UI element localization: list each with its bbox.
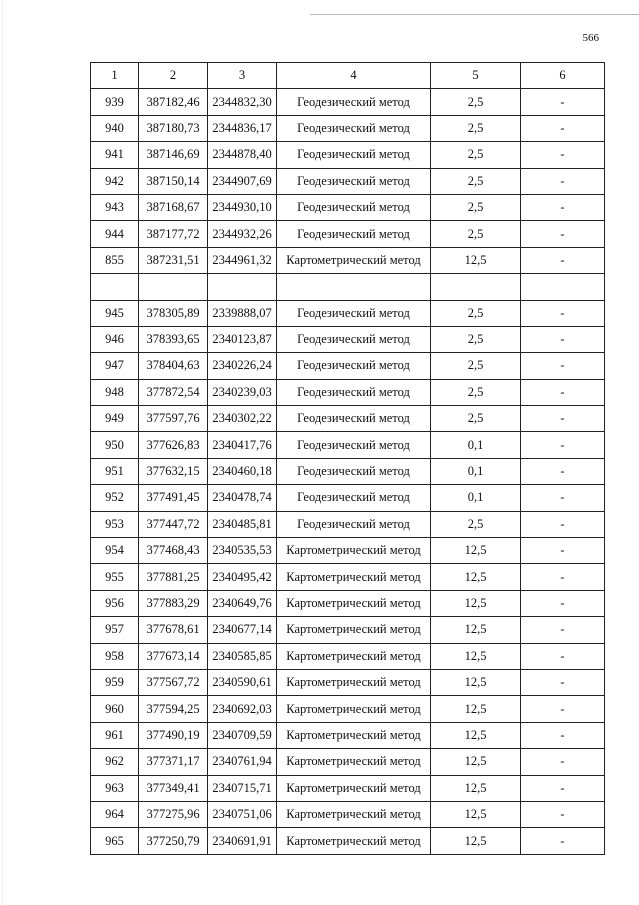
header-cell-6: 6	[521, 63, 605, 89]
point-number-cell: 951	[91, 458, 139, 484]
x-coordinate-cell: 377567,72	[139, 669, 208, 695]
method-cell: Картометрический метод	[277, 669, 431, 695]
x-coordinate-cell: 377872,54	[139, 379, 208, 405]
accuracy-cell: 12,5	[431, 669, 521, 695]
description-cell: -	[521, 749, 605, 775]
table-row	[91, 353, 605, 379]
y-coordinate-cell: 2340692,03	[208, 696, 277, 722]
table-row	[91, 801, 605, 827]
y-coordinate-cell: 2340226,24	[208, 353, 277, 379]
y-coordinate-cell: 2340761,94	[208, 749, 277, 775]
accuracy-cell: 2,5	[431, 142, 521, 168]
header-cell-1: 1	[91, 63, 139, 89]
point-number-cell: 947	[91, 353, 139, 379]
y-coordinate-cell: 2340460,18	[208, 458, 277, 484]
table-row	[91, 142, 605, 168]
x-coordinate-cell: 387150,14	[139, 168, 208, 194]
x-coordinate-cell: 377632,15	[139, 458, 208, 484]
description-cell: -	[521, 511, 605, 537]
table-row	[91, 590, 605, 616]
x-coordinate-cell: 377447,72	[139, 511, 208, 537]
description-cell: -	[521, 669, 605, 695]
description-cell: -	[521, 406, 605, 432]
table-row	[91, 538, 605, 564]
coordinates-table	[90, 62, 605, 855]
accuracy-cell: 12,5	[431, 538, 521, 564]
y-coordinate-cell: 2340709,59	[208, 722, 277, 748]
method-cell	[277, 274, 431, 300]
description-cell: -	[521, 538, 605, 564]
page-number: 566	[582, 32, 599, 44]
accuracy-cell: 2,5	[431, 89, 521, 115]
table-row	[91, 669, 605, 695]
description-cell: -	[521, 564, 605, 590]
description-cell: -	[521, 379, 605, 405]
y-coordinate-cell: 2339888,07	[208, 300, 277, 326]
point-number-cell: 948	[91, 379, 139, 405]
table-row	[91, 300, 605, 326]
y-coordinate-cell: 2340123,87	[208, 326, 277, 352]
table-row	[91, 775, 605, 801]
method-cell: Геодезический метод	[277, 194, 431, 220]
x-coordinate-cell: 377491,45	[139, 485, 208, 511]
x-coordinate-cell: 387231,51	[139, 247, 208, 273]
x-coordinate-cell: 377883,29	[139, 590, 208, 616]
accuracy-cell: 12,5	[431, 722, 521, 748]
y-coordinate-cell: 2340590,61	[208, 669, 277, 695]
y-coordinate-cell: 2344930,10	[208, 194, 277, 220]
point-number-cell: 959	[91, 669, 139, 695]
accuracy-cell	[431, 274, 521, 300]
accuracy-cell: 12,5	[431, 247, 521, 273]
description-cell: -	[521, 617, 605, 643]
table-row	[91, 221, 605, 247]
table-row	[91, 379, 605, 405]
table-row	[91, 722, 605, 748]
description-cell: -	[521, 353, 605, 379]
method-cell: Картометрический метод	[277, 617, 431, 643]
description-cell: -	[521, 432, 605, 458]
table-row	[91, 696, 605, 722]
method-cell: Геодезический метод	[277, 406, 431, 432]
method-cell: Геодезический метод	[277, 168, 431, 194]
y-coordinate-cell: 2344961,32	[208, 247, 277, 273]
y-coordinate-cell: 2340302,22	[208, 406, 277, 432]
point-number-cell: 942	[91, 168, 139, 194]
method-cell: Геодезический метод	[277, 485, 431, 511]
point-number-cell: 953	[91, 511, 139, 537]
method-cell: Геодезический метод	[277, 511, 431, 537]
point-number-cell: 949	[91, 406, 139, 432]
accuracy-cell: 12,5	[431, 828, 521, 854]
accuracy-cell: 2,5	[431, 511, 521, 537]
description-cell: -	[521, 142, 605, 168]
accuracy-cell: 0,1	[431, 458, 521, 484]
point-number-cell: 946	[91, 326, 139, 352]
header-cell-5: 5	[431, 63, 521, 89]
method-cell: Картометрический метод	[277, 801, 431, 827]
method-cell: Картометрический метод	[277, 538, 431, 564]
method-cell: Геодезический метод	[277, 221, 431, 247]
y-coordinate-cell: 2344832,30	[208, 89, 277, 115]
x-coordinate-cell: 377275,96	[139, 801, 208, 827]
table-row	[91, 194, 605, 220]
point-number-cell: 952	[91, 485, 139, 511]
accuracy-cell: 12,5	[431, 564, 521, 590]
y-coordinate-cell: 2340677,14	[208, 617, 277, 643]
x-coordinate-cell: 377881,25	[139, 564, 208, 590]
description-cell: -	[521, 194, 605, 220]
method-cell: Картометрический метод	[277, 722, 431, 748]
point-number-cell: 944	[91, 221, 139, 247]
scan-edge	[2, 0, 3, 905]
point-number-cell: 950	[91, 432, 139, 458]
table-row	[91, 458, 605, 484]
y-coordinate-cell: 2340649,76	[208, 590, 277, 616]
y-coordinate-cell: 2340585,85	[208, 643, 277, 669]
method-cell: Геодезический метод	[277, 300, 431, 326]
point-number-cell: 955	[91, 564, 139, 590]
point-number-cell: 960	[91, 696, 139, 722]
y-coordinate-cell	[208, 274, 277, 300]
y-coordinate-cell: 2340239,03	[208, 379, 277, 405]
description-cell: -	[521, 89, 605, 115]
description-cell: -	[521, 801, 605, 827]
description-cell: -	[521, 300, 605, 326]
header-cell-2: 2	[139, 63, 208, 89]
table-row	[91, 115, 605, 141]
y-coordinate-cell: 2340417,76	[208, 432, 277, 458]
description-cell: -	[521, 590, 605, 616]
accuracy-cell: 12,5	[431, 775, 521, 801]
method-cell: Геодезический метод	[277, 142, 431, 168]
x-coordinate-cell: 378404,63	[139, 353, 208, 379]
description-cell: -	[521, 485, 605, 511]
y-coordinate-cell: 2340485,81	[208, 511, 277, 537]
description-cell	[521, 274, 605, 300]
point-number-cell: 961	[91, 722, 139, 748]
header-cell-4: 4	[277, 63, 431, 89]
y-coordinate-cell: 2340478,74	[208, 485, 277, 511]
method-cell: Картометрический метод	[277, 775, 431, 801]
accuracy-cell: 12,5	[431, 749, 521, 775]
x-coordinate-cell: 377349,41	[139, 775, 208, 801]
method-cell: Картометрический метод	[277, 643, 431, 669]
y-coordinate-cell: 2344836,17	[208, 115, 277, 141]
point-number-cell: 943	[91, 194, 139, 220]
x-coordinate-cell: 387180,73	[139, 115, 208, 141]
method-cell: Геодезический метод	[277, 432, 431, 458]
accuracy-cell: 2,5	[431, 168, 521, 194]
table-row	[91, 511, 605, 537]
table-row	[91, 643, 605, 669]
method-cell: Картометрический метод	[277, 828, 431, 854]
method-cell: Картометрический метод	[277, 590, 431, 616]
x-coordinate-cell: 377597,76	[139, 406, 208, 432]
description-cell: -	[521, 458, 605, 484]
point-number-cell: 954	[91, 538, 139, 564]
description-cell: -	[521, 221, 605, 247]
x-coordinate-cell: 377678,61	[139, 617, 208, 643]
x-coordinate-cell: 377594,25	[139, 696, 208, 722]
accuracy-cell: 2,5	[431, 194, 521, 220]
x-coordinate-cell: 377490,19	[139, 722, 208, 748]
y-coordinate-cell: 2344932,26	[208, 221, 277, 247]
table-row	[91, 749, 605, 775]
point-number-cell: 940	[91, 115, 139, 141]
accuracy-cell: 0,1	[431, 432, 521, 458]
y-coordinate-cell: 2340691,91	[208, 828, 277, 854]
y-coordinate-cell: 2344907,69	[208, 168, 277, 194]
y-coordinate-cell: 2340535,53	[208, 538, 277, 564]
accuracy-cell: 2,5	[431, 221, 521, 247]
accuracy-cell: 2,5	[431, 406, 521, 432]
x-coordinate-cell: 378393,65	[139, 326, 208, 352]
description-cell: -	[521, 643, 605, 669]
method-cell: Геодезический метод	[277, 458, 431, 484]
method-cell: Геодезический метод	[277, 89, 431, 115]
accuracy-cell: 0,1	[431, 485, 521, 511]
table-row	[91, 168, 605, 194]
point-number-cell: 965	[91, 828, 139, 854]
accuracy-cell: 2,5	[431, 300, 521, 326]
y-coordinate-cell: 2340715,71	[208, 775, 277, 801]
method-cell: Картометрический метод	[277, 564, 431, 590]
point-number-cell: 958	[91, 643, 139, 669]
table-row	[91, 828, 605, 854]
point-number-cell: 941	[91, 142, 139, 168]
x-coordinate-cell: 377626,83	[139, 432, 208, 458]
x-coordinate-cell: 387182,46	[139, 89, 208, 115]
accuracy-cell: 2,5	[431, 115, 521, 141]
description-cell: -	[521, 168, 605, 194]
x-coordinate-cell: 377371,17	[139, 749, 208, 775]
table-body	[91, 89, 605, 854]
accuracy-cell: 12,5	[431, 801, 521, 827]
x-coordinate-cell: 377250,79	[139, 828, 208, 854]
x-coordinate-cell	[139, 274, 208, 300]
point-number-cell: 957	[91, 617, 139, 643]
x-coordinate-cell: 378305,89	[139, 300, 208, 326]
accuracy-cell: 2,5	[431, 353, 521, 379]
description-cell: -	[521, 696, 605, 722]
x-coordinate-cell: 377673,14	[139, 643, 208, 669]
table-row	[91, 564, 605, 590]
point-number-cell: 939	[91, 89, 139, 115]
x-coordinate-cell: 387146,69	[139, 142, 208, 168]
accuracy-cell: 12,5	[431, 617, 521, 643]
method-cell: Геодезический метод	[277, 326, 431, 352]
accuracy-cell: 12,5	[431, 590, 521, 616]
description-cell: -	[521, 722, 605, 748]
description-cell: -	[521, 828, 605, 854]
point-number-cell: 945	[91, 300, 139, 326]
table-row	[91, 89, 605, 115]
method-cell: Геодезический метод	[277, 115, 431, 141]
description-cell: -	[521, 115, 605, 141]
accuracy-cell: 12,5	[431, 696, 521, 722]
accuracy-cell: 2,5	[431, 379, 521, 405]
method-cell: Картометрический метод	[277, 696, 431, 722]
header-cell-3: 3	[208, 63, 277, 89]
method-cell: Картометрический метод	[277, 247, 431, 273]
table-row	[91, 617, 605, 643]
point-number-cell: 964	[91, 801, 139, 827]
table-row	[91, 485, 605, 511]
method-cell: Картометрический метод	[277, 749, 431, 775]
accuracy-cell: 12,5	[431, 643, 521, 669]
table-row	[91, 326, 605, 352]
accuracy-cell: 2,5	[431, 326, 521, 352]
description-cell: -	[521, 247, 605, 273]
table-row	[91, 406, 605, 432]
description-cell: -	[521, 775, 605, 801]
point-number-cell	[91, 274, 139, 300]
y-coordinate-cell: 2344878,40	[208, 142, 277, 168]
point-number-cell: 962	[91, 749, 139, 775]
x-coordinate-cell: 387168,67	[139, 194, 208, 220]
x-coordinate-cell: 387177,72	[139, 221, 208, 247]
x-coordinate-cell: 377468,43	[139, 538, 208, 564]
y-coordinate-cell: 2340751,06	[208, 801, 277, 827]
top-rule	[310, 0, 639, 15]
method-cell: Геодезический метод	[277, 379, 431, 405]
point-number-cell: 963	[91, 775, 139, 801]
y-coordinate-cell: 2340495,42	[208, 564, 277, 590]
table-header-row	[91, 63, 605, 89]
description-cell: -	[521, 326, 605, 352]
table-row	[91, 247, 605, 273]
point-number-cell: 956	[91, 590, 139, 616]
table-row	[91, 432, 605, 458]
table-row	[91, 274, 605, 300]
method-cell: Геодезический метод	[277, 353, 431, 379]
point-number-cell: 855	[91, 247, 139, 273]
